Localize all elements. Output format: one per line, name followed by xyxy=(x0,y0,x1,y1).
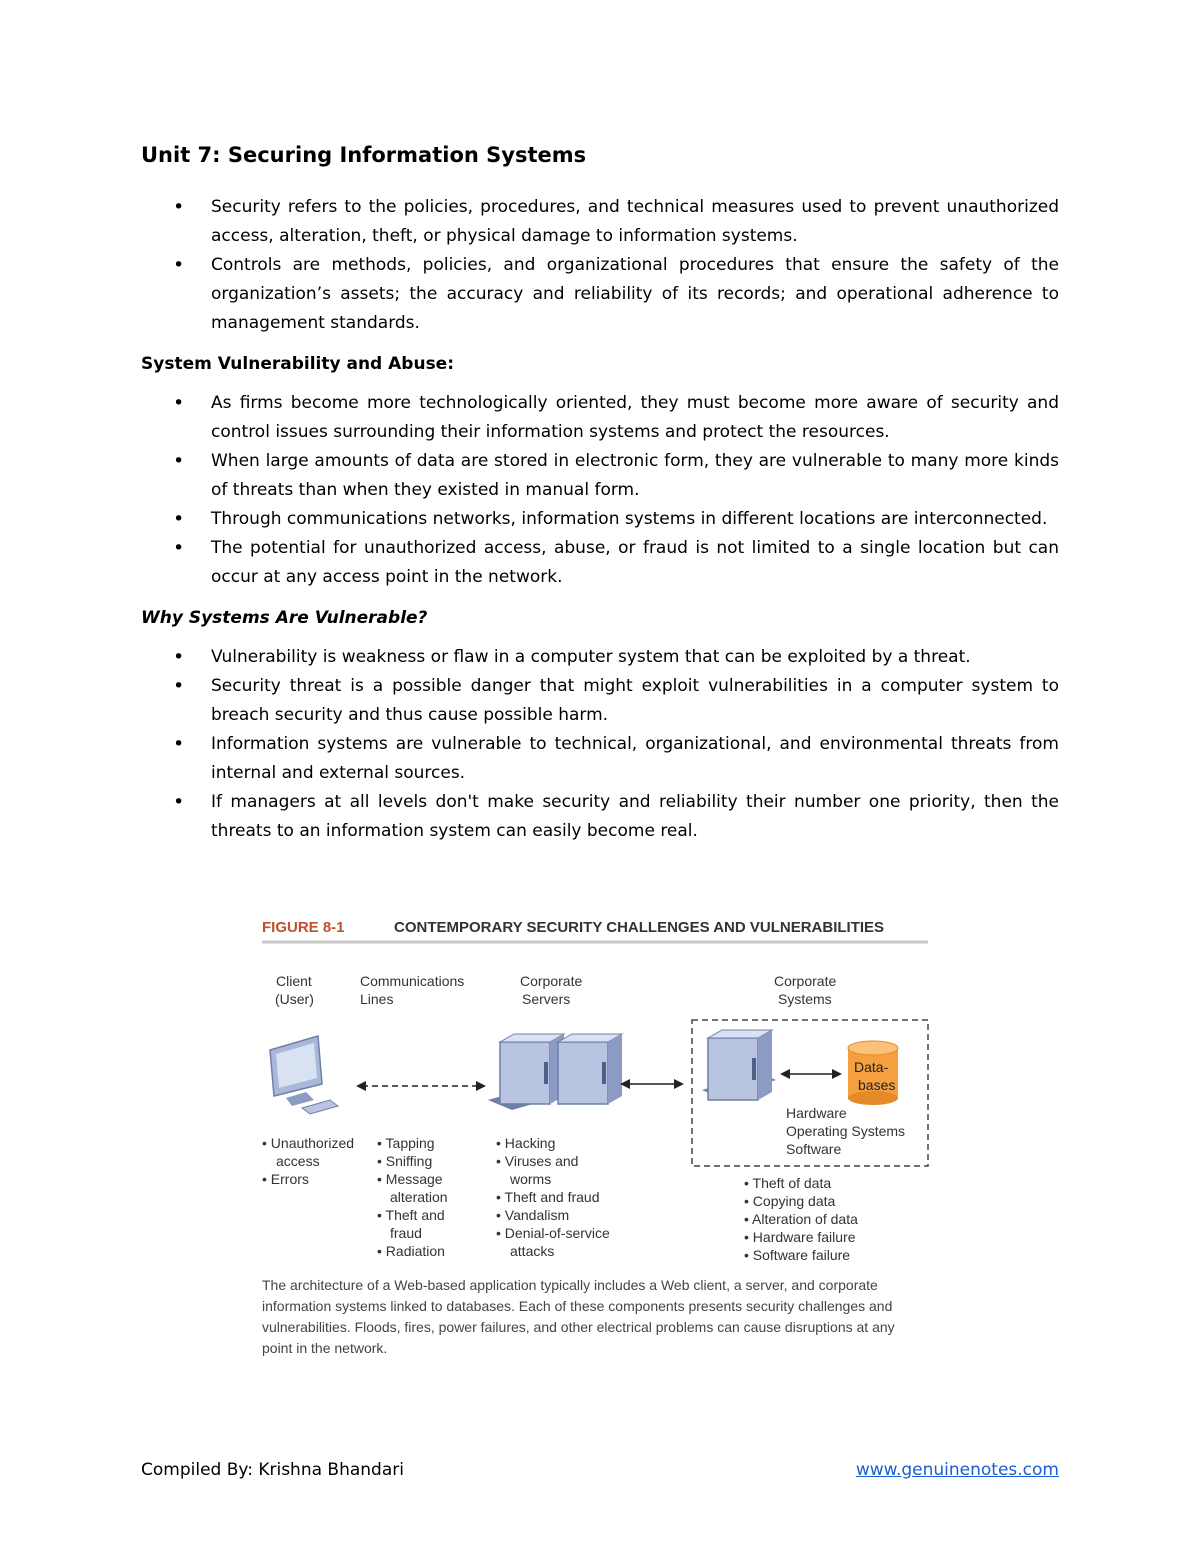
system-threat: • Theft of data xyxy=(744,1175,832,1191)
system-server-icon xyxy=(702,1030,776,1100)
comm-threat: • Tapping xyxy=(377,1135,435,1151)
database-icon xyxy=(848,1041,898,1105)
client-header-line2: (User) xyxy=(275,991,314,1007)
server-threat: • Viruses and xyxy=(496,1153,579,1169)
list-item: • Controls are methods, policies, and organizational procedures that ensure the safety of the organization’s assets; the accuracy and reliability of its records; and operational adherence to management standards. xyxy=(141,251,1059,338)
list-item: • Information systems are vulnerable to technical, organizational, and environmental threats from internal and external sources. xyxy=(141,730,1059,788)
server-threat: worms xyxy=(510,1171,552,1187)
list-item: • Vulnerability is weakness or flaw in a computer system that can be exploited by a threat. xyxy=(141,643,1059,672)
list-item: • As firms become more technologically oriented, they must become more aware of security and control issues surrounding their information systems and protect the resources. xyxy=(141,389,1059,447)
comm-threat: • Sniffing xyxy=(377,1153,433,1169)
client-threat: access xyxy=(276,1153,320,1169)
systems-header-line1: Corporate xyxy=(774,973,837,989)
client-computer-icon xyxy=(270,1036,338,1114)
client-threat: • Errors xyxy=(262,1171,309,1187)
section-heading-vulnerability-abuse: System Vulnerability and Abuse: xyxy=(141,354,455,374)
database-label-line2: bases xyxy=(858,1077,896,1093)
intro-list xyxy=(141,193,1059,338)
section2-list xyxy=(141,643,1059,846)
client-threat: • Unauthorized xyxy=(262,1135,355,1151)
figure-caption-line1: The architecture of a Web-based application typically includes a Web client, a server, and corporate xyxy=(262,1277,878,1293)
list-item: • The potential for unauthorized access, abuse, or fraud is not limited to a single location but can occur at any access point in the network. xyxy=(141,534,1059,592)
server-threat: • Hacking xyxy=(496,1135,556,1151)
list-item: • When large amounts of data are stored in electronic form, they are vulnerable to many more kinds of threats than when they existed in manual form. xyxy=(141,447,1059,505)
server-threat: • Theft and fraud xyxy=(496,1189,600,1205)
footer-compiled-by: Compiled By: Krishna Bhandari xyxy=(141,1460,404,1480)
servers-header-line2: Servers xyxy=(522,991,571,1007)
systems-box-line3: Software xyxy=(786,1141,842,1157)
system-threat: • Hardware failure xyxy=(744,1229,856,1245)
systems-box-line1: Hardware xyxy=(786,1105,847,1121)
comm-header-line1: Communications xyxy=(360,973,465,989)
document-body xyxy=(141,143,1059,846)
comm-header-line2: Lines xyxy=(360,991,394,1007)
system-threat: • Software failure xyxy=(744,1247,851,1263)
comm-threat: • Message xyxy=(377,1171,443,1187)
figure-caption-line3: vulnerabilities. Floods, fires, power failures, and other electrical problems can cause disruptions at any xyxy=(262,1319,895,1335)
figure-caption-line4: point in the network. xyxy=(262,1340,388,1356)
list-item: • Security threat is a possible danger that might exploit vulnerabilities in a computer system to breach security and thus cause possible harm. xyxy=(141,672,1059,730)
comm-threat: alteration xyxy=(390,1189,448,1205)
comm-line-arrow xyxy=(356,1081,486,1091)
figure-title: CONTEMPORARY SECURITY CHALLENGES AND VULNERABILITIES xyxy=(394,919,885,936)
system-threat: • Alteration of data xyxy=(744,1211,858,1227)
comm-threat: • Theft and xyxy=(377,1207,445,1223)
figure-security-challenges xyxy=(262,912,930,1362)
servers-header-line1: Corporate xyxy=(520,973,583,989)
comm-threat: fraud xyxy=(390,1225,422,1241)
comm-threat: • Radiation xyxy=(377,1243,445,1259)
list-item: • Through communications networks, information systems in different locations are interconnected. xyxy=(141,505,1059,534)
figure-diagram xyxy=(262,912,930,1362)
footer-website-link[interactable]: www.genuinenotes.com xyxy=(855,1460,1059,1480)
systems-header-line2: Systems xyxy=(778,991,832,1007)
server-threat: attacks xyxy=(510,1243,555,1259)
server-threat: • Denial-of-service xyxy=(496,1225,610,1241)
database-label-line1: Data- xyxy=(854,1059,889,1075)
section1-list xyxy=(141,389,1059,592)
figure-label: FIGURE 8-1 xyxy=(262,919,345,936)
list-item: • Security refers to the policies, procedures, and technical measures used to prevent unauthorized access, alteration, theft, or physical damage to information systems. xyxy=(141,193,1059,251)
systems-box-line2: Operating Systems xyxy=(786,1123,906,1139)
server-system-arrow xyxy=(620,1079,684,1089)
corporate-servers-icon xyxy=(488,1034,622,1110)
client-header-line1: Client xyxy=(276,973,312,989)
system-threat: • Copying data xyxy=(744,1193,836,1209)
section-heading-why-vulnerable: Why Systems Are Vulnerable? xyxy=(141,608,428,628)
page-title: Unit 7: Securing Information Systems xyxy=(141,143,587,167)
figure-caption-line2: information systems linked to databases. Each of these components presents security challenges and xyxy=(262,1298,893,1314)
list-item: • If managers at all levels don't make security and reliability their number one priority, then the threats to an information system can easily become real. xyxy=(141,788,1059,846)
server-threat: • Vandalism xyxy=(496,1207,570,1223)
system-database-arrow xyxy=(780,1069,842,1079)
